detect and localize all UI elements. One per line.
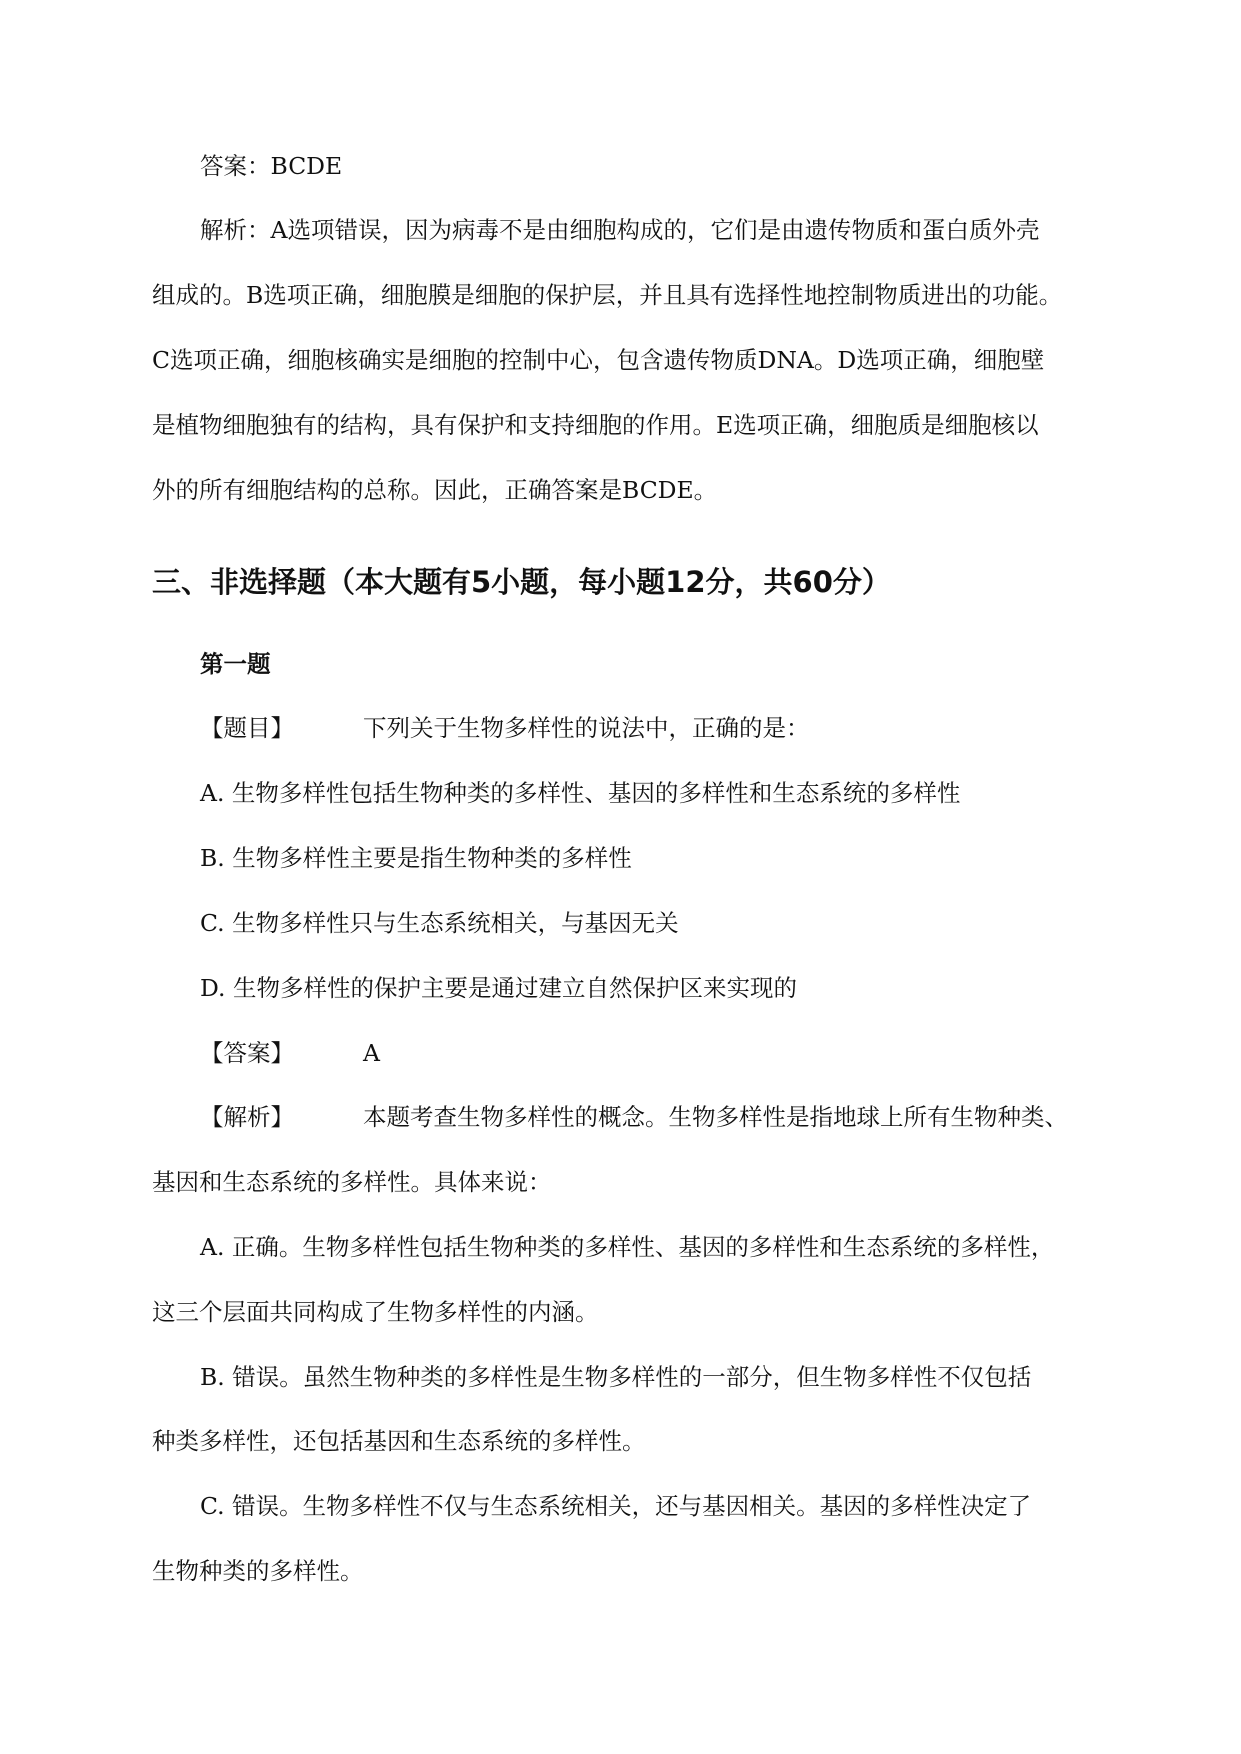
analysis-line: B. 错误。虽然生物种类的多样性是生物多样性的一部分，但生物多样性不仅包括 [200, 1363, 1032, 1391]
option-a: A. 生物多样性包括生物种类的多样性、基因的多样性和生态系统的多样性 [200, 779, 961, 807]
analysis-line: A. 正确。生物多样性包括生物种类的多样性、基因的多样性和生态系统的多样性， [200, 1233, 1055, 1261]
analysis-line: 组成的。B选项正确，细胞膜是细胞的保护层，并且具有选择性地控制物质进出的功能。 [152, 281, 1063, 309]
stem-text: 下列关于生物多样性的说法中，正确的是： [363, 714, 810, 742]
option-d: D. 生物多样性的保护主要是通过建立自然保护区来实现的 [200, 974, 797, 1002]
answer-line: 答案：BCDE [200, 152, 343, 180]
section-title: 三、非选择题（本大题有5小题，每小题12分，共60分） [152, 565, 891, 599]
analysis-tag: 【解析】 [200, 1103, 294, 1131]
analysis-line: 生物种类的多样性。 [152, 1557, 364, 1585]
analysis-line: 种类多样性，还包括基因和生态系统的多样性。 [152, 1427, 646, 1455]
answer-value: A [363, 1039, 380, 1067]
analysis-line: C选项正确，细胞核确实是细胞的控制中心，包含遗传物质DNA。D选项正确，细胞壁 [152, 346, 1045, 374]
question-heading: 第一题 [200, 650, 271, 678]
stem-tag: 【题目】 [200, 714, 294, 742]
analysis-first-line: 本题考查生物多样性的概念。生物多样性是指地球上所有生物种类、 [363, 1103, 1068, 1131]
analysis-line: C. 错误。生物多样性不仅与生态系统相关，还与基因相关。基因的多样性决定了 [200, 1492, 1032, 1520]
analysis-line: 外的所有细胞结构的总称。因此，正确答案是BCDE。 [152, 476, 718, 504]
analysis-line: 这三个层面共同构成了生物多样性的内涵。 [152, 1298, 599, 1326]
answer-tag: 【答案】 [200, 1039, 294, 1067]
analysis-line: 解析：A选项错误，因为病毒不是由细胞构成的，它们是由遗传物质和蛋白质外壳 [200, 216, 1040, 244]
analysis-line: 基因和生态系统的多样性。具体来说： [152, 1168, 552, 1196]
option-b: B. 生物多样性主要是指生物种类的多样性 [200, 844, 632, 872]
option-c: C. 生物多样性只与生态系统相关，与基因无关 [200, 909, 679, 937]
analysis-line: 是植物细胞独有的结构，具有保护和支持细胞的作用。E选项正确，细胞质是细胞核以 [152, 411, 1039, 439]
